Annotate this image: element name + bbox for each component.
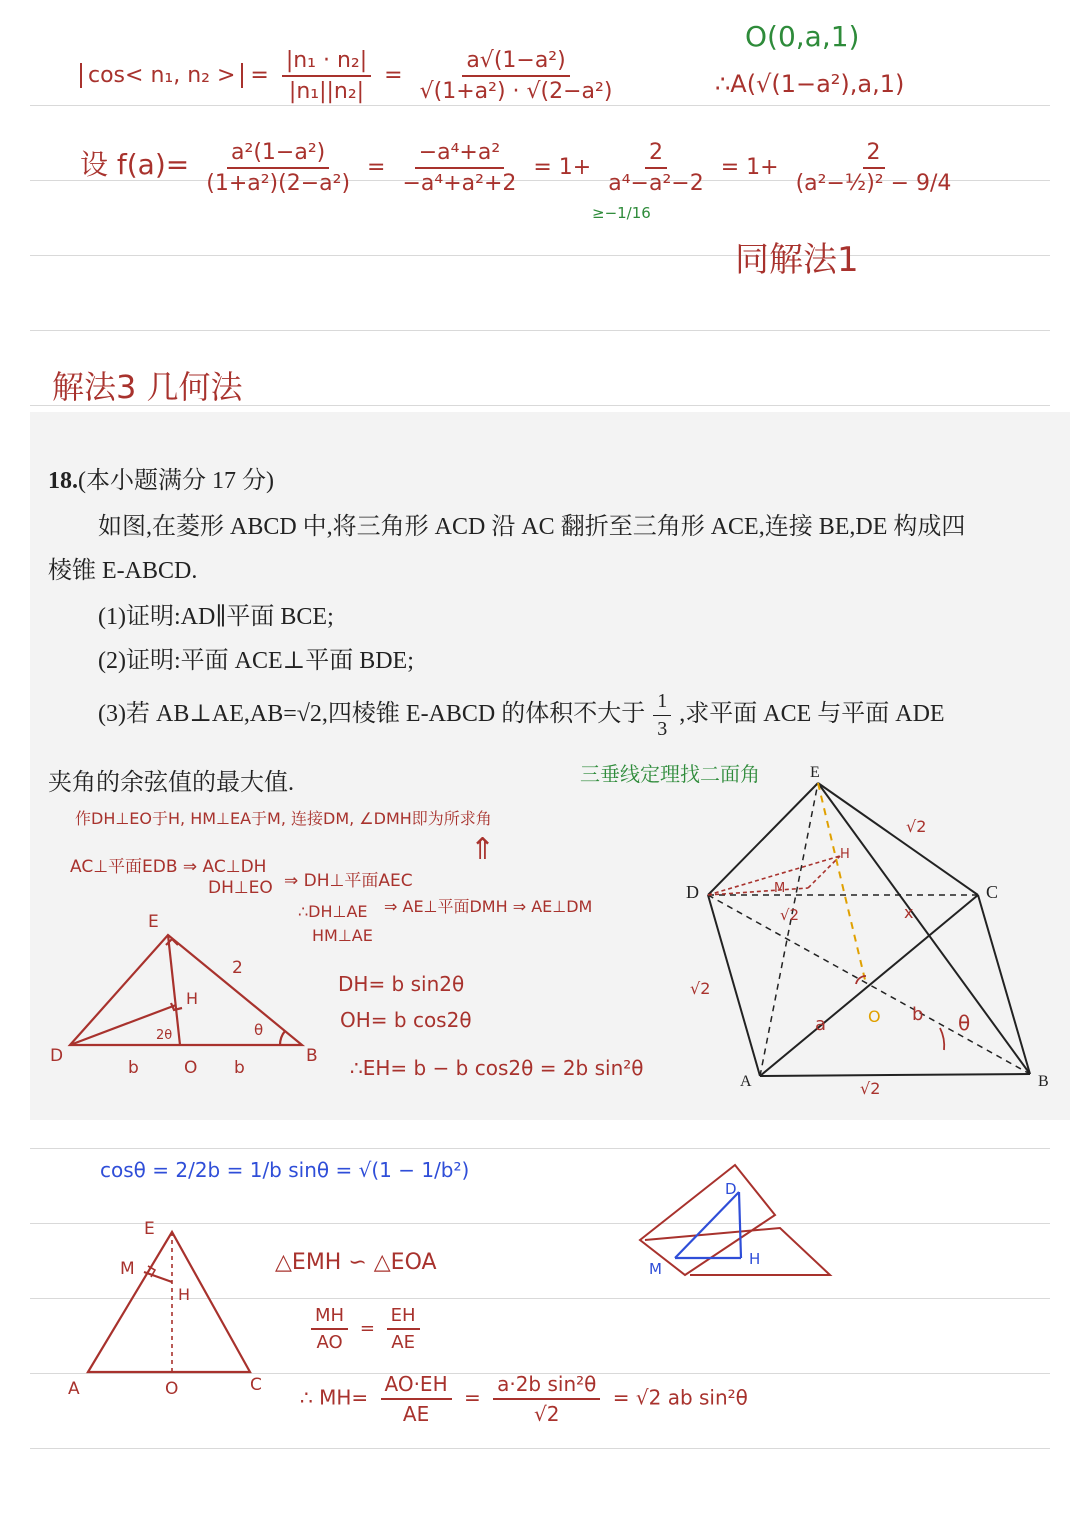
double-arrow-up-icon: ⇑ [470, 832, 496, 867]
dihedral-planes-sketch [635, 1160, 840, 1285]
label-d-3d: D [686, 882, 699, 902]
line-eo-orange [818, 783, 866, 984]
f-num-4: 2 [863, 140, 885, 169]
f-frac-1 [202, 140, 354, 196]
label-ab-sqrt2: √2 [860, 1079, 881, 1098]
similar-triangles-note: △EMH ∽ △EOA [275, 1250, 437, 1275]
theta-arc-3d [940, 1028, 944, 1050]
mh-equation: ∴ MH= $\frac{AO\cdot EH}{AE}$ = $\frac{\text{a·2b sin²θ}}{√2}$ = √2 ab sin²θ [300, 1372, 748, 1426]
label-d: D [50, 1046, 64, 1066]
question-3-part-1: (3)若 AB⊥AE,AB=√2,四棱锥 E-ABCD 的体积不大于 [98, 701, 646, 728]
problem-intro-line-2: 棱锥 E-ABCD. [48, 558, 198, 584]
label-h-3d: H [840, 847, 850, 862]
problem-number: 18. [48, 468, 78, 494]
label-m-tri2: M [120, 1259, 135, 1279]
cos-rhs-fraction [416, 48, 617, 104]
mh-frac-1 [381, 1372, 452, 1426]
mh-result: = √2 ab sin²θ [612, 1385, 748, 1410]
method3-title: 解法3 几何法 [52, 368, 243, 406]
point-o-coordinates: O(0,a,1) [745, 20, 860, 53]
label-o: O [184, 1058, 198, 1078]
oh-equation: OH= b cos2θ [340, 1008, 472, 1032]
cos-rhs-num: a√(1−a²) [462, 48, 569, 77]
f-den-2: −a⁴+a²+2 [402, 171, 517, 196]
label-m-planes: M [649, 1260, 662, 1278]
cos-frac-num: |n₁ · n₂| [282, 48, 371, 77]
label-e-tri2: E [144, 1219, 155, 1239]
edge-ec [818, 783, 978, 895]
triangle-eac-outline [88, 1232, 250, 1372]
cos-frac-den: |n₁||n₂| [288, 79, 365, 104]
ratio-frac-2 [387, 1305, 420, 1353]
ac-perp-note: AC⊥平面EDB ⇒ AC⊥DH [70, 857, 267, 877]
f-num-3: 2 [645, 140, 667, 169]
triangle-eac-sketch [60, 1210, 285, 1405]
mh-frac-2 [493, 1372, 600, 1426]
volume-bound-fraction [653, 690, 671, 741]
question-1: (1)证明:AD∥平面 BCE; [98, 604, 334, 630]
question-3 [98, 690, 945, 741]
label-c-3d: C [986, 882, 999, 902]
notebook-rule [30, 105, 1050, 106]
ratio-num-2: EH [387, 1305, 420, 1330]
label-o-3d: O [868, 1007, 881, 1026]
denominator-bound-note: ≥−1/16 [592, 204, 651, 222]
one-plus-1: = 1+ [533, 155, 592, 180]
mh-den-1: AE [402, 1402, 430, 1426]
label-dm-sqrt2: √2 [780, 906, 800, 924]
notebook-rule [30, 255, 1050, 256]
label-h-planes: H [749, 1250, 761, 1268]
f-frac-4 [792, 140, 956, 196]
label-m-3d: M [774, 881, 786, 896]
ratio-num-1: MH [311, 1305, 348, 1330]
ratio-equation: $\frac{MH}{AO}$ = $\frac{EH}{AE}$ [305, 1305, 426, 1353]
label-c-tri2: C [250, 1375, 262, 1395]
label-a-tri2: A [68, 1379, 80, 1399]
label-x: x [904, 903, 914, 922]
label-ob-b: b [912, 1004, 924, 1025]
eh-equation: ∴EH= b − b cos2θ = 2b sin²θ [350, 1056, 644, 1080]
f-den-4: (a²−½)² − 9/4 [795, 171, 952, 196]
notebook-rule [30, 1148, 1050, 1149]
f-frac-2 [398, 140, 520, 196]
notebook-rule [30, 330, 1050, 331]
theta-arc [280, 1031, 285, 1045]
label-ob-b: b [234, 1058, 245, 1078]
label-a-3d: A [740, 1073, 752, 1090]
label-h-tri2: H [178, 1285, 191, 1304]
triangle-edb-sketch [40, 905, 340, 1090]
plane-lower [645, 1228, 830, 1275]
f-prefix: 设 f(a)= [80, 148, 190, 181]
label-ad-sqrt2: √2 [690, 979, 711, 998]
hm-perp-ae-note: HM⊥AE [312, 926, 373, 945]
ae-perp-dmh-note: ⇒ AE⊥平面DMH ⇒ AE⊥DM [384, 897, 593, 916]
volume-frac-den: 3 [657, 718, 668, 740]
label-do-b: b [128, 1058, 139, 1078]
f-a-formula: 设 f(a)= $\frac{\text{a²(1−a²)}}{\text{(1+a²)(2−a²)}}$ = $\frac{\text{−a⁴+a²}}{\text{−a⁴+a²+2}}$ = 1+ $\frac{2}{\text{a⁴−a²−2}}$ = 1+ $\frac{2}{\text{(a²−½)² − 9/4}}$ [80, 140, 961, 196]
construction-note: 作DH⊥EO于H, HM⊥EA于M, 连接DM, ∠DMH即为所求角 [75, 809, 492, 828]
problem-header [48, 460, 274, 495]
f-num-2: −a⁴+a² [415, 140, 504, 169]
pyramid-e-abcd-figure [670, 758, 1065, 1103]
volume-frac-num: 1 [653, 690, 671, 716]
mh-prefix: ∴ MH= [300, 1385, 369, 1410]
f-frac-3 [604, 140, 707, 196]
dh-perp-eo-note: DH⊥EO [208, 878, 273, 898]
label-b: B [306, 1046, 318, 1066]
label-eb-2: 2 [232, 958, 243, 978]
line-mh [144, 1272, 172, 1282]
problem-intro-line-1: 如图,在菱形 ABCD 中,将三角形 ACD 沿 AC 翻折至三角形 ACE,连接 BE,DE 构成四 [98, 514, 966, 540]
dh-perp-aec-note: ⇒ DH⊥平面AEC [284, 871, 413, 891]
edge-cb [978, 895, 1030, 1074]
label-oa-a: a [815, 1014, 827, 1035]
label-e: E [148, 912, 159, 932]
f-num-1: a²(1−a²) [227, 140, 329, 169]
cos-formula: cos< n₁, n₂ > = $\frac{\text{|n₁ · n₂|}}{\text{|n₁||n₂|}}$ = $\frac{\text{a√(1−a²)}}{\text{√(1+a²) · √(2−a²)}}$ [80, 48, 622, 104]
question-3-part-2: ,求平面 ACE 与平面 ADE [679, 701, 945, 728]
same-as-method-1: 同解法1 [735, 240, 859, 280]
question-3-line-2: 夹角的余弦值的最大值. [48, 770, 294, 796]
mh-num-1: AO·EH [381, 1372, 452, 1400]
dh-equation: DH= b sin2θ [338, 972, 465, 996]
edge-ab [760, 1074, 1030, 1076]
question-2: (2)证明:平面 ACE⊥平面 BDE; [98, 648, 414, 674]
dh-perp-ae-note: ∴DH⊥AE [298, 902, 368, 921]
one-plus-2: = 1+ [720, 155, 779, 180]
label-o-tri2: O [165, 1379, 179, 1399]
label-theta-3d: θ [958, 1011, 971, 1035]
f-den-3: a⁴−a²−2 [608, 171, 704, 196]
f-den-1: (1+a²)(2−a²) [206, 171, 351, 196]
cos-lhs: cos< n₁, n₂ > [80, 63, 243, 88]
line-dh-blue [739, 1192, 741, 1258]
label-e-3d: E [810, 764, 820, 781]
ratio-frac-1 [311, 1305, 348, 1353]
label-h: H [186, 989, 199, 1008]
mh-den-2: √2 [534, 1402, 560, 1426]
cos-fraction [282, 48, 371, 104]
label-theta: θ [254, 1021, 264, 1039]
three-perpendicular-note: 三垂线定理找二面角 [580, 762, 760, 786]
edge-da [708, 895, 760, 1076]
line-dm-blue [675, 1192, 739, 1258]
label-b-3d: B [1038, 1073, 1049, 1090]
label-d-planes: D [725, 1180, 737, 1198]
label-2theta: 2θ [156, 1028, 173, 1043]
notebook-rule [30, 1448, 1050, 1449]
ratio-den-1: AO [316, 1332, 343, 1353]
point-a-coordinates: ∴A(√(1−a²),a,1) [715, 70, 905, 98]
label-ec-sqrt2: √2 [906, 817, 927, 836]
ratio-den-2: AE [391, 1332, 415, 1353]
cos-sin-theta: cosθ = 2/2b = 1/b sinθ = √(1 − 1/b²) [100, 1158, 470, 1182]
problem-score: (本小题满分 17 分) [78, 468, 274, 494]
line-dm-red [708, 888, 808, 895]
mh-num-2: a·2b sin²θ [493, 1372, 600, 1400]
cos-rhs-den: √(1+a²) · √(2−a²) [419, 79, 613, 104]
